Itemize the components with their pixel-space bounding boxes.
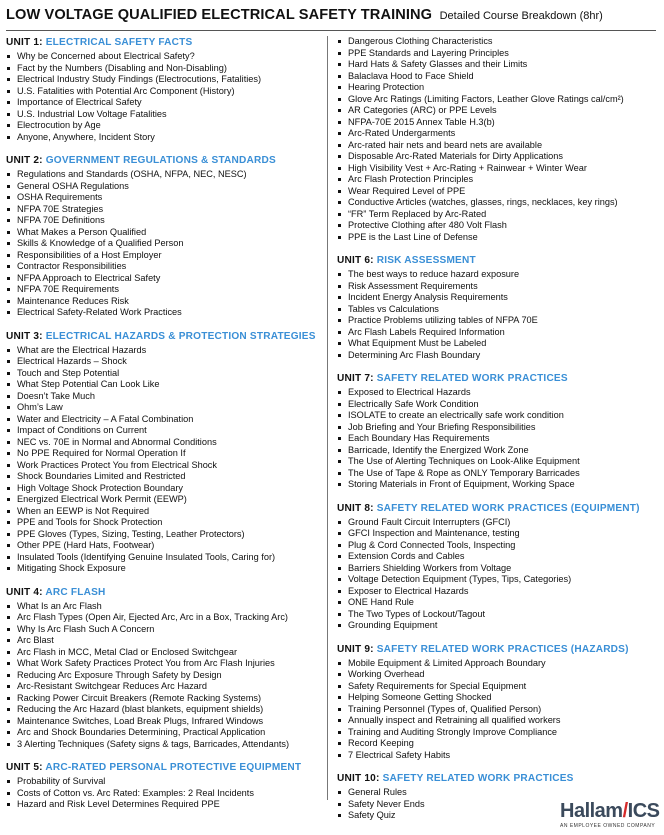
unit-heading <box>6 761 320 775</box>
topic-item: Reducing Arc Exposure Through Safety by Design <box>6 670 320 682</box>
unit-heading <box>337 772 655 786</box>
topic-item: Training Personnel (Types of, Qualified Person) <box>337 704 655 716</box>
topic-item: ISOLATE to create an electrically safe work condition <box>337 410 655 422</box>
topic-item: Energized Electrical Work Permit (EEWP) <box>6 494 320 506</box>
unit-title: SAFETY RELATED WORK PRACTICES (EQUIPMENT) <box>376 502 640 514</box>
topic-list <box>337 269 655 361</box>
topic-item: Working Overhead <box>337 669 655 681</box>
topic-item: Hard Hats & Safety Glasses and their Limits <box>337 59 655 71</box>
topic-item: Conductive Articles (watches, glasses, rings, necklaces, key rings) <box>337 197 655 209</box>
unit-number: UNIT 6: <box>337 255 374 266</box>
topic-item: 3 Alerting Techniques (Safety signs & tags, Barricades, Attendants) <box>6 739 320 751</box>
page-subtitle: Detailed Course Breakdown (8hr) <box>439 10 603 22</box>
topic-item: Electrically Safe Work Condition <box>337 399 655 411</box>
topic-item: 7 Electrical Safety Habits <box>337 750 655 762</box>
topic-item: What Equipment Must be Labeled <box>337 338 655 350</box>
topic-item: High Voltage Shock Protection Boundary <box>6 483 320 495</box>
topic-item: The Use of Tape & Rope as ONLY Temporary Barricades <box>337 468 655 480</box>
unit-number: UNIT 9: <box>337 643 374 655</box>
topic-item: PPE and Tools for Shock Protection <box>6 517 320 529</box>
unit-1-section <box>6 36 320 143</box>
company-logo <box>560 800 660 834</box>
topic-list <box>6 776 320 811</box>
topic-item: Hazard and Risk Level Determines Required PPE <box>6 799 320 811</box>
unit-title: SAFETY RELATED WORK PRACTICES <box>376 373 568 384</box>
topic-item: Electrocution by Age <box>6 120 320 132</box>
topic-item: Costs of Cotton vs. Arc Rated: Examples: 2 Real Incidents <box>6 788 320 800</box>
topic-item: Exposer to Electrical Hazards <box>337 586 655 598</box>
topic-item: Arc Flash Types (Open Air, Ejected Arc, Arc in a Box, Tracking Arc) <box>6 612 320 624</box>
topic-list <box>337 658 655 762</box>
page-title: LOW VOLTAGE QUALIFIED ELECTRICAL SAFETY TRAINING <box>6 7 433 23</box>
topic-item: Job Briefing and Your Briefing Responsibilities <box>337 422 655 434</box>
topic-item: Maintenance Switches, Load Break Plugs, Infrared Windows <box>6 716 320 728</box>
unit-heading <box>337 254 655 268</box>
unit-title: SAFETY RELATED WORK PRACTICES (HAZARDS) <box>376 643 629 655</box>
topic-item: Disposable Arc-Rated Materials for Dirty Applications <box>337 151 655 163</box>
topic-item: What Work Safety Practices Protect You from Arc Flash Injuries <box>6 658 320 670</box>
topic-list <box>6 345 320 575</box>
topic-item: What Step Potential Can Look Like <box>6 379 320 391</box>
topic-item: Ohm’s Law <box>6 402 320 414</box>
unit-title: ARC FLASH <box>45 586 106 598</box>
unit-number: UNIT 2: <box>6 155 43 166</box>
topic-item: Doesn’t Take Much <box>6 391 320 403</box>
topic-item: Insulated Tools (Identifying Genuine Insulated Tools, Caring for) <box>6 552 320 564</box>
unit-title: ELECTRICAL HAZARDS & PROTECTION STRATEGIES <box>45 330 316 342</box>
topic-item: Barricade, Identify the Energized Work Zone <box>337 445 655 457</box>
unit-number: UNIT 10: <box>337 773 380 784</box>
topic-item: Hearing Protection <box>337 82 655 94</box>
topic-item: Incident Energy Analysis Requirements <box>337 292 655 304</box>
topic-item: Wear Required Level of PPE <box>337 186 655 198</box>
unit-heading <box>6 36 320 50</box>
page-header <box>6 6 656 31</box>
topic-item: Electrical Hazards – Shock <box>6 356 320 368</box>
topic-item: AR Categories (ARC) or PPE Levels <box>337 105 655 117</box>
topic-item: Each Boundary Has Requirements <box>337 433 655 445</box>
topic-item: Arc Flash Labels Required Information <box>337 327 655 339</box>
unit-heading <box>6 330 320 344</box>
topic-item: Why Is Arc Flash Such A Concern <box>6 624 320 636</box>
topic-item: NFPA-70E 2015 Annex Table H.3(b) <box>337 117 655 129</box>
topic-item: NFPA 70E Definitions <box>6 215 320 227</box>
topic-item: Glove Arc Ratings (Limiting Factors, Leather Glove Ratings cal/cm²) <box>337 94 655 106</box>
topic-item: OSHA Requirements <box>6 192 320 204</box>
topic-list <box>337 387 655 491</box>
logo-tagline: AN EMPLOYEE OWNED COMPANY <box>560 823 656 829</box>
left-column <box>6 36 320 811</box>
topic-item: The Two Types of Lockout/Tagout <box>337 609 655 621</box>
unit-number: UNIT 7: <box>337 373 374 384</box>
topic-item: What are the Electrical Hazards <box>6 345 320 357</box>
topic-item: NFPA 70E Strategies <box>6 204 320 216</box>
unit-number: UNIT 5: <box>6 762 43 773</box>
topic-item: Reducing the Arc Hazard (blast blankets, equipment shields) <box>6 704 320 716</box>
unit-heading <box>6 154 320 168</box>
unit-6-section <box>337 254 655 361</box>
unit-title: GOVERNMENT REGULATIONS & STANDARDS <box>45 155 276 166</box>
topic-item: Impact of Conditions on Current <box>6 425 320 437</box>
unit-title: ELECTRICAL SAFETY FACTS <box>45 37 193 48</box>
unit-title: SAFETY RELATED WORK PRACTICES <box>382 773 574 784</box>
topic-list <box>337 517 655 632</box>
unit-heading <box>6 586 320 600</box>
topic-item: Extension Cords and Cables <box>337 551 655 563</box>
topic-list <box>6 51 320 143</box>
topic-item: What Makes a Person Qualified <box>6 227 320 239</box>
topic-item: Responsibilities of a Host Employer <box>6 250 320 262</box>
topic-item: Safety Never Ends <box>337 799 655 811</box>
topic-item: Exposed to Electrical Hazards <box>337 387 655 399</box>
topic-list <box>6 601 320 751</box>
topic-item: Electrical Industry Study Findings (Electrocutions, Fatalities) <box>6 74 320 86</box>
topic-item: Arc-Rated Undergarments <box>337 128 655 140</box>
topic-item: U.S. Fatalities with Potential Arc Component (History) <box>6 86 320 98</box>
unit-heading <box>337 643 655 657</box>
topic-item: ONE Hand Rule <box>337 597 655 609</box>
topic-item: Safety Quiz <box>337 810 655 822</box>
topic-item: Annually inspect and Retraining all qualified workers <box>337 715 655 727</box>
topic-item: Tables vs Calculations <box>337 304 655 316</box>
topic-item: Practice Problems utilizing tables of NFPA 70E <box>337 315 655 327</box>
topic-item: Helping Someone Getting Shocked <box>337 692 655 704</box>
topic-item: NFPA 70E Requirements <box>6 284 320 296</box>
topic-item: Water and Electricity – A Fatal Combination <box>6 414 320 426</box>
topic-item: Training and Auditing Strongly Improve Compliance <box>337 727 655 739</box>
topic-item: Why be Concerned about Electrical Safety? <box>6 51 320 63</box>
column-divider <box>327 36 328 800</box>
right-column <box>337 36 655 822</box>
topic-item: When an EEWP is Not Required <box>6 506 320 518</box>
topic-item: The Use of Alerting Techniques on Look-Alike Equipment <box>337 456 655 468</box>
unit-title: RISK ASSESSMENT <box>376 255 476 266</box>
topic-item: Record Keeping <box>337 738 655 750</box>
topic-item: Grounding Equipment <box>337 620 655 632</box>
topic-item: Barriers Shielding Workers from Voltage <box>337 563 655 575</box>
topic-item: Shock Boundaries Limited and Restricted <box>6 471 320 483</box>
unit-heading <box>337 502 655 516</box>
topic-item: What Is an Arc Flash <box>6 601 320 613</box>
topic-item: Racking Power Circuit Breakers (Remote Racking Systems) <box>6 693 320 705</box>
topic-item: No PPE Required for Normal Operation If <box>6 448 320 460</box>
topic-item: Regulations and Standards (OSHA, NFPA, NEC, NESC) <box>6 169 320 181</box>
topic-item: PPE Standards and Layering Principles <box>337 48 655 60</box>
topic-item: General Rules <box>337 787 655 799</box>
topic-item: GFCI Inspection and Maintenance, testing <box>337 528 655 540</box>
topic-list <box>337 36 655 243</box>
unit-9-section <box>337 643 655 762</box>
unit-number: UNIT 4: <box>6 586 43 598</box>
logo-wordmark: Hallam/ICS <box>560 800 660 822</box>
topic-item: Touch and Step Potential <box>6 368 320 380</box>
topic-item: Safety Requirements for Special Equipment <box>337 681 655 693</box>
topic-item: U.S. Industrial Low Voltage Fatalities <box>6 109 320 121</box>
topic-item: PPE is the Last Line of Defense <box>337 232 655 244</box>
unit-8-section <box>337 502 655 632</box>
topic-item: Other PPE (Hard Hats, Footwear) <box>6 540 320 552</box>
topic-item: Arc-rated hair nets and beard nets are available <box>337 140 655 152</box>
topic-item: “FR” Term Replaced by Arc-Rated <box>337 209 655 221</box>
topic-item: Importance of Electrical Safety <box>6 97 320 109</box>
unit-number: UNIT 1: <box>6 37 43 48</box>
topic-item: Ground Fault Circuit Interrupters (GFCI) <box>337 517 655 529</box>
unit-5-section <box>6 761 320 811</box>
topic-item: Arc-Resistant Switchgear Reduces Arc Hazard <box>6 681 320 693</box>
unit-7-section <box>337 372 655 491</box>
unit-5-continued <box>337 36 655 243</box>
topic-item: General OSHA Regulations <box>6 181 320 193</box>
topic-item: Arc and Shock Boundaries Determining, Practical Application <box>6 727 320 739</box>
topic-item: Anyone, Anywhere, Incident Story <box>6 132 320 144</box>
unit-2-section <box>6 154 320 319</box>
unit-number: UNIT 3: <box>6 330 43 342</box>
topic-item: Determining Arc Flash Boundary <box>337 350 655 362</box>
topic-item: Mitigating Shock Exposure <box>6 563 320 575</box>
topic-item: Contractor Responsibilities <box>6 261 320 273</box>
topic-item: The best ways to reduce hazard exposure <box>337 269 655 281</box>
topic-item: Mobile Equipment & Limited Approach Boundary <box>337 658 655 670</box>
topic-item: Voltage Detection Equipment (Types, Tips, Categories) <box>337 574 655 586</box>
unit-3-section <box>6 330 320 575</box>
unit-title: ARC-RATED PERSONAL PROTECTIVE EQUIPMENT <box>45 762 302 773</box>
topic-item: Storing Materials in Front of Equipment, Working Space <box>337 479 655 491</box>
topic-item: Plug & Cord Connected Tools, Inspecting <box>337 540 655 552</box>
topic-item: NEC vs. 70E in Normal and Abnormal Conditions <box>6 437 320 449</box>
unit-number: UNIT 8: <box>337 502 374 514</box>
topic-item: Dangerous Clothing Characteristics <box>337 36 655 48</box>
topic-item: Arc Flash in MCC, Metal Clad or Enclosed Switchgear <box>6 647 320 659</box>
topic-item: Work Practices Protect You from Electrical Shock <box>6 460 320 472</box>
unit-4-section <box>6 586 320 751</box>
topic-item: Fact by the Numbers (Disabling and Non-Disabling) <box>6 63 320 75</box>
topic-item: PPE Gloves (Types, Sizing, Testing, Leather Protectors) <box>6 529 320 541</box>
topic-item: Arc Flash Protection Principles <box>337 174 655 186</box>
topic-item: Electrical Safety-Related Work Practices <box>6 307 320 319</box>
topic-item: Maintenance Reduces Risk <box>6 296 320 308</box>
topic-item: Balaclava Hood to Face Shield <box>337 71 655 83</box>
topic-item: High Visibility Vest + Arc-Rating + Rainwear + Winter Wear <box>337 163 655 175</box>
topic-item: Protective Clothing after 480 Volt Flash <box>337 220 655 232</box>
topic-item: Skills & Knowledge of a Qualified Person <box>6 238 320 250</box>
unit-heading <box>337 372 655 386</box>
topic-item: Risk Assessment Requirements <box>337 281 655 293</box>
topic-item: Probability of Survival <box>6 776 320 788</box>
topic-item: NFPA Approach to Electrical Safety <box>6 273 320 285</box>
topic-item: Arc Blast <box>6 635 320 647</box>
topic-list <box>6 169 320 319</box>
